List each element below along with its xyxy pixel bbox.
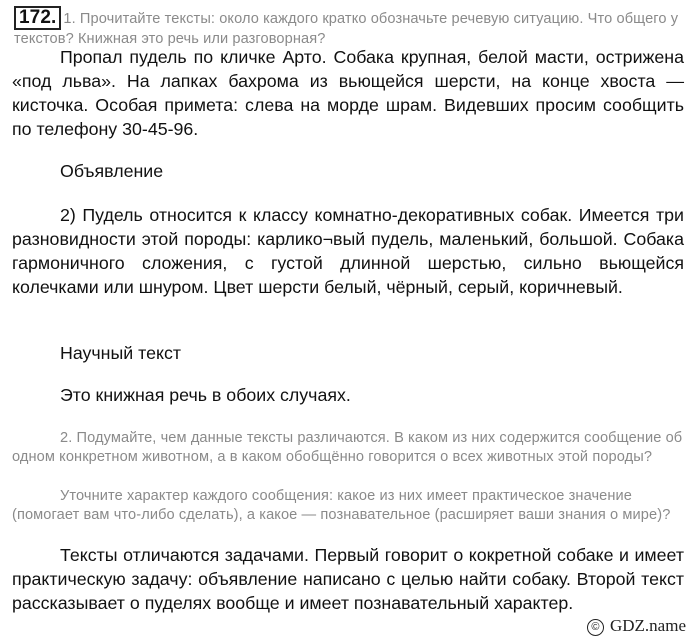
- task-2: 2. Подумайте, чем данные тексты различаются. В каком из них содержится сообщение об одном конкретном животном, а в каком обобщённо говорится о всех животных этой породы?: [12, 430, 683, 465]
- answer-1: Это книжная речь в обоих случаях.: [60, 385, 351, 405]
- watermark-text: GDZ.name: [609, 616, 686, 635]
- exercise-number: 172.: [14, 6, 61, 30]
- label-advertisement: Объявление: [60, 161, 164, 181]
- gdz-watermark: [587, 616, 686, 636]
- label-scientific: Научный текст: [60, 343, 182, 363]
- text-1-advertisement: Пропал пудель по кличке Арто. Собака крупная, белой масти, острижена «под льва». На лапках бахрома из вьющейся шерсти, на конце хвоста — кисточка. Особая примета: слева на морде шрам. Видевших просим сообщить по телефону 30-45-96.: [12, 47, 684, 139]
- copyright-icon: ©: [587, 619, 604, 636]
- answer-2: Тексты отличаются задачами. Первый говорит о кокретной собаке и имеет практическую задачу: объявление написано с целью найти собаку. Второй текст рассказывает о пуделях вообще и имеет познавательный характер.: [12, 545, 684, 613]
- text-2-scientific: 2) Пудель относится к классу комнатно-декоративных собак. Имеется три разновидности этой породы: карлико¬вый пудель, маленький, большой. Собака гармоничного сложения, с густой длинной шерстью, сильно вьющейся колечками или шнуром. Цвет шерсти белый, чёрный, серый, коричневый.: [12, 205, 684, 297]
- task-1: [14, 6, 686, 49]
- task-3: Уточните характер каждого сообщения: какое из них имеет практическое значение (помогает вам что-либо сделать), а какое — познавательное (расширяет ваши знания о мире)?: [12, 488, 671, 523]
- task-1-text: 1. Прочитайте тексты: около каждого кратко обозначьте речевую ситуацию. Что общего у текстов? Книжная это речь или разговорная?: [14, 11, 679, 47]
